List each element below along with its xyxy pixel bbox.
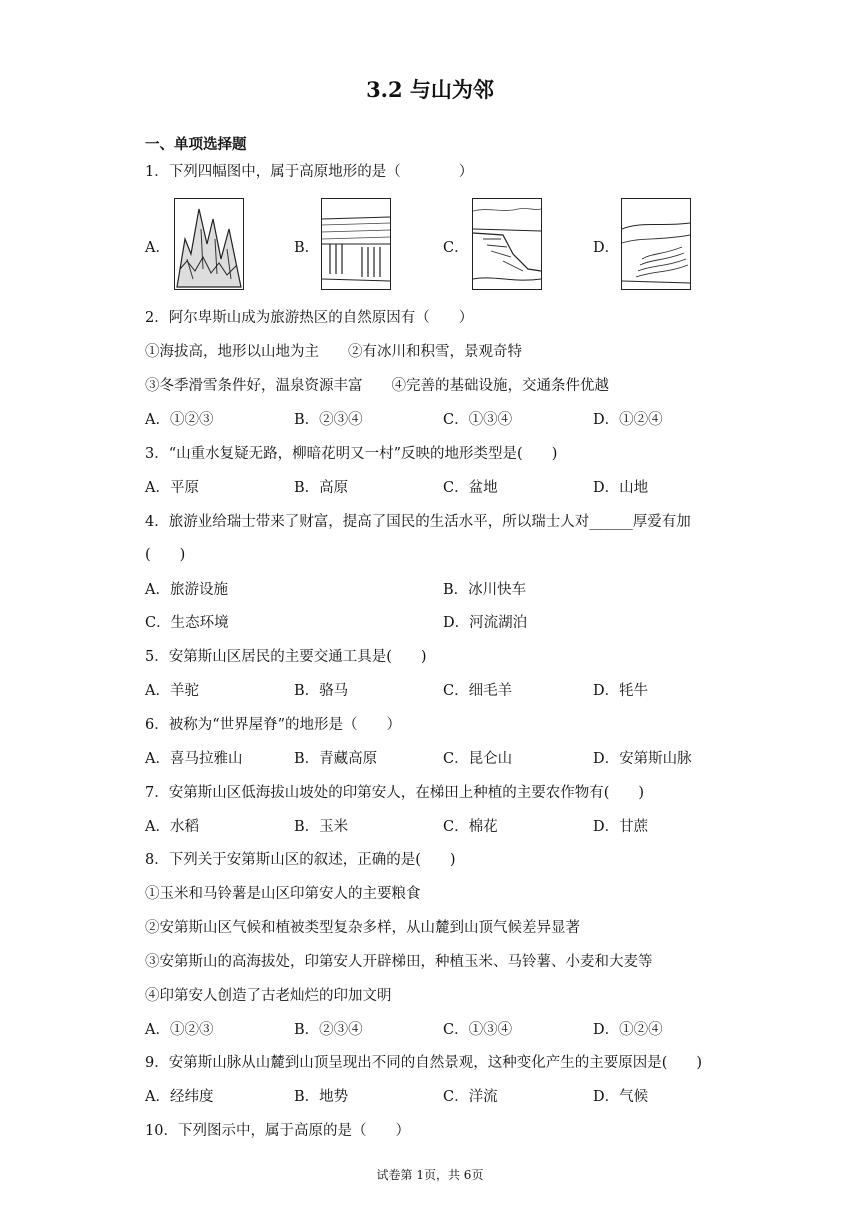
q8-option-b[interactable]: B．②③④ [294,1022,363,1038]
question-8-statement-2: ②安第斯山区气候和植被类型复杂多样，从山麓到山顶气候差异显著 [145,920,580,936]
question-8-statement-1: ①玉米和马铃薯是山区印第安人的主要粮食 [145,886,421,902]
q1-option-d-label[interactable]: D． [593,240,620,256]
q7-option-b[interactable]: B．玉米 [294,819,349,835]
q3-option-b[interactable]: B．高原 [294,480,349,496]
q5-option-d[interactable]: D．牦牛 [593,683,649,699]
q1-option-c-label[interactable]: C． [443,240,469,256]
q3-option-d[interactable]: D．山地 [593,480,649,496]
question-7-stem: 7．安第斯山区低海拔山坡处的印第安人，在梯田上种植的主要农作物有( ) [145,785,645,801]
q5-option-c[interactable]: C．细毛羊 [443,683,513,699]
q4-option-b[interactable]: B．冰川快车 [443,582,527,598]
q8-option-c[interactable]: C．①③④ [443,1022,513,1038]
q1-option-b-label[interactable]: B． [294,240,320,256]
q6-option-b[interactable]: B．青藏高原 [294,751,378,767]
question-2-stem: 2．阿尔卑斯山成为旅游热区的自然原因有（ ） [145,310,474,326]
question-8-statement-3: ③安第斯山的高海拔处，印第安人开辟梯田，种植玉米、马铃薯、小麦和大麦等 [145,954,653,970]
q4-option-d[interactable]: D．河流湖泊 [443,615,528,631]
q3-option-c[interactable]: C．盆地 [443,480,498,496]
q1-image-c-plateau-cliff [472,198,542,290]
q6-option-c[interactable]: C．昆仑山 [443,751,513,767]
page-title: 3.2 与山为邻 [366,77,494,102]
q7-option-d[interactable]: D．甘蔗 [593,819,649,835]
q5-option-b[interactable]: B．骆马 [294,683,349,699]
question-8-stem: 8．下列关于安第斯山区的叙述，正确的是( ) [145,852,456,868]
q7-option-c[interactable]: C．棉花 [443,819,498,835]
page-footer: 试卷第 1页，共 6页 [376,1168,484,1182]
question-5-stem: 5．安第斯山区居民的主要交通工具是( ) [145,649,427,665]
question-2-statement-2: ③冬季滑雪条件好，温泉资源丰富 ④完善的基础设施，交通条件优越 [145,378,609,394]
q7-option-a[interactable]: A．水稻 [145,819,199,835]
section-heading: 一、单项选择题 [145,136,247,153]
q4-option-a[interactable]: A．旅游设施 [145,582,228,598]
question-4-stem-continued: ( ) [145,547,186,563]
q1-option-a-label[interactable]: A． [145,240,170,256]
q1-image-d-terraced-hills [621,198,691,290]
q6-option-d[interactable]: D．安第斯山脉 [593,751,692,767]
q9-option-b[interactable]: B．地势 [294,1089,349,1105]
question-3-stem: 3．“山重水复疑无路，柳暗花明又一村”反映的地形类型是( ) [145,446,558,462]
q2-option-d[interactable]: D．①②④ [593,412,663,428]
q1-image-a-mountain-peaks [174,198,244,290]
q6-option-a[interactable]: A．喜马拉雅山 [145,751,243,767]
question-1-stem: 1．下列四幅图中，属于高原地形的是（ ） [145,164,474,180]
q4-option-c[interactable]: C．生态环境 [145,615,229,631]
q9-option-c[interactable]: C．洋流 [443,1089,498,1105]
question-10-stem: 10．下列图示中，属于高原的是（ ） [145,1123,410,1139]
q2-option-b[interactable]: B．②③④ [294,412,363,428]
q1-image-b-plain-fields [321,198,391,290]
question-6-stem: 6．被称为“世界屋脊”的地形是（ ） [145,717,402,733]
q8-option-d[interactable]: D．①②④ [593,1022,663,1038]
q9-option-a[interactable]: A．经纬度 [145,1089,214,1105]
question-2-statement-1: ①海拔高，地形以山地为主 ②有冰川和积雪，景观奇特 [145,344,522,360]
q5-option-a[interactable]: A．羊驼 [145,683,199,699]
q3-option-a[interactable]: A．平原 [145,480,199,496]
question-9-stem: 9．安第斯山脉从山麓到山顶呈现出不同的自然景观，这种变化产生的主要原因是( ) [145,1055,703,1071]
q8-option-a[interactable]: A．①②③ [145,1022,214,1038]
q2-option-c[interactable]: C．①③④ [443,412,513,428]
q2-option-a[interactable]: A．①②③ [145,412,214,428]
question-8-statement-4: ④印第安人创造了古老灿烂的印加文明 [145,988,392,1004]
question-4-stem: 4．旅游业给瑞士带来了财富，提高了国民的生活水平，所以瑞士人对______厚爱有加 [145,514,691,530]
q9-option-d[interactable]: D．气候 [593,1089,649,1105]
